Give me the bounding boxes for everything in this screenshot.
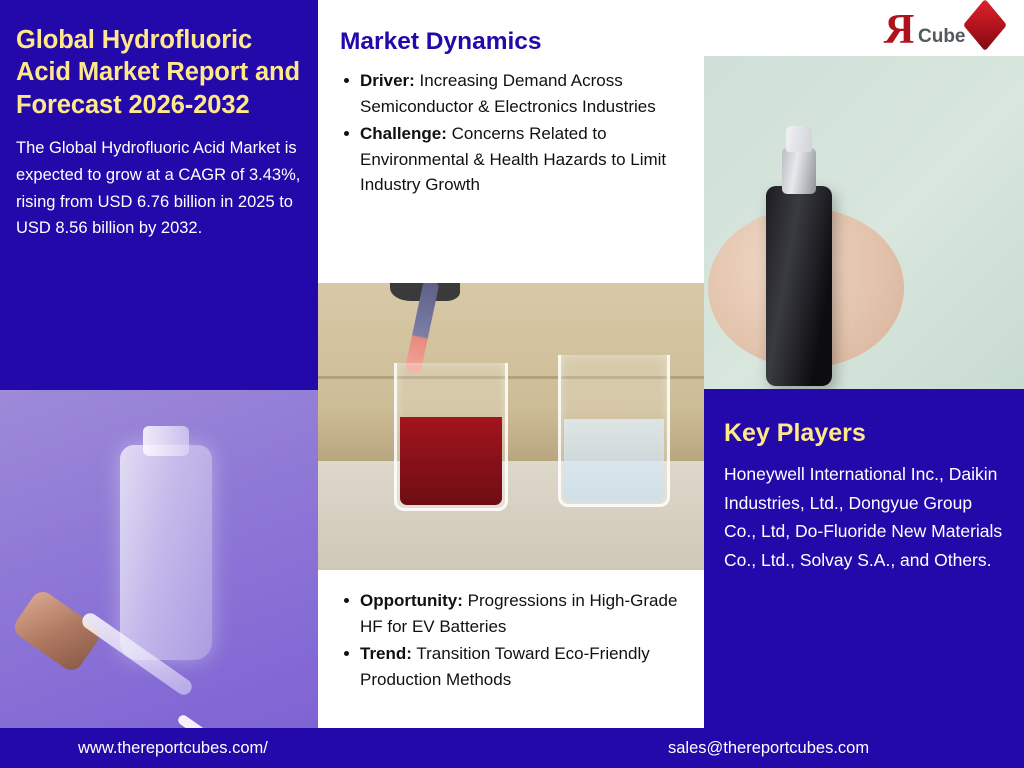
bottle-neck-shape bbox=[143, 426, 189, 456]
list-item bbox=[340, 588, 686, 639]
laboratory-beakers-photo bbox=[318, 283, 704, 570]
bullet-label: Driver: bbox=[360, 71, 415, 90]
dark-bottle-shape bbox=[766, 186, 832, 386]
opportunity-trend-panel bbox=[318, 570, 704, 728]
dark-dropper-bottle-photo bbox=[704, 56, 1024, 389]
bullet-text: Progressions in High-Grade HF for EV Batteries bbox=[360, 591, 678, 636]
key-players-heading: Key Players bbox=[724, 419, 866, 447]
beaker-clear-shape bbox=[558, 355, 670, 507]
list-item bbox=[340, 641, 686, 692]
page-title: Global Hydrofluoric Acid Market Report and Forecast 2026-2032 bbox=[16, 26, 301, 119]
cube-icon bbox=[963, 0, 1007, 51]
key-players-panel bbox=[704, 389, 1024, 728]
logo-r-icon: R bbox=[884, 7, 915, 53]
market-dynamics-top-list bbox=[340, 68, 682, 198]
footer-email-link[interactable]: sales@thereportcubes.com bbox=[668, 738, 870, 757]
clear-liquid-shape bbox=[564, 419, 664, 501]
report-summary: The Global Hydrofluoric Acid Market is expected to grow at a CAGR of 3.43%, rising from USD 6.76 billion in 2025 to USD 8.56 billion by 2032. bbox=[16, 139, 301, 238]
red-liquid-shape bbox=[400, 417, 502, 505]
bottle-body-shape bbox=[120, 445, 212, 660]
market-dynamics-panel bbox=[318, 0, 704, 283]
bullet-label: Trend: bbox=[360, 644, 412, 663]
logo-wordmark: Cube bbox=[918, 26, 966, 47]
footer-website-link[interactable]: www.thereportcubes.com/ bbox=[78, 738, 268, 757]
market-dynamics-bottom-list bbox=[340, 588, 686, 692]
bullet-text: Transition Toward Eco-Friendly Production Methods bbox=[360, 644, 650, 689]
market-dynamics-heading: Market Dynamics bbox=[340, 28, 542, 55]
frosted-bottle-photo bbox=[0, 390, 318, 728]
bullet-text: Concerns Related to Environmental & Health Hazards to Limit Industry Growth bbox=[360, 124, 667, 194]
title-panel bbox=[0, 0, 318, 390]
dropper-tip-shape bbox=[176, 713, 210, 728]
beaker-red-shape bbox=[394, 363, 508, 511]
bullet-label: Opportunity: bbox=[360, 591, 463, 610]
bullet-label: Challenge: bbox=[360, 124, 447, 143]
list-item bbox=[340, 121, 682, 198]
dark-bottle-cap-shape bbox=[786, 126, 812, 152]
dark-bottle-neck-shape bbox=[782, 148, 816, 194]
list-item bbox=[340, 68, 682, 119]
key-players-list: Honeywell International Inc., Daikin Industries, Ltd., Dongyue Group Co., Ltd, Do-Fluoride New Materials Co., Ltd., Solvay S.A., and Others. bbox=[724, 464, 1003, 571]
report-cube-logo bbox=[884, 6, 1008, 56]
bullet-text: Increasing Demand Across Semiconductor & Electronics Industries bbox=[360, 71, 656, 116]
footer-bar bbox=[0, 728, 1024, 768]
